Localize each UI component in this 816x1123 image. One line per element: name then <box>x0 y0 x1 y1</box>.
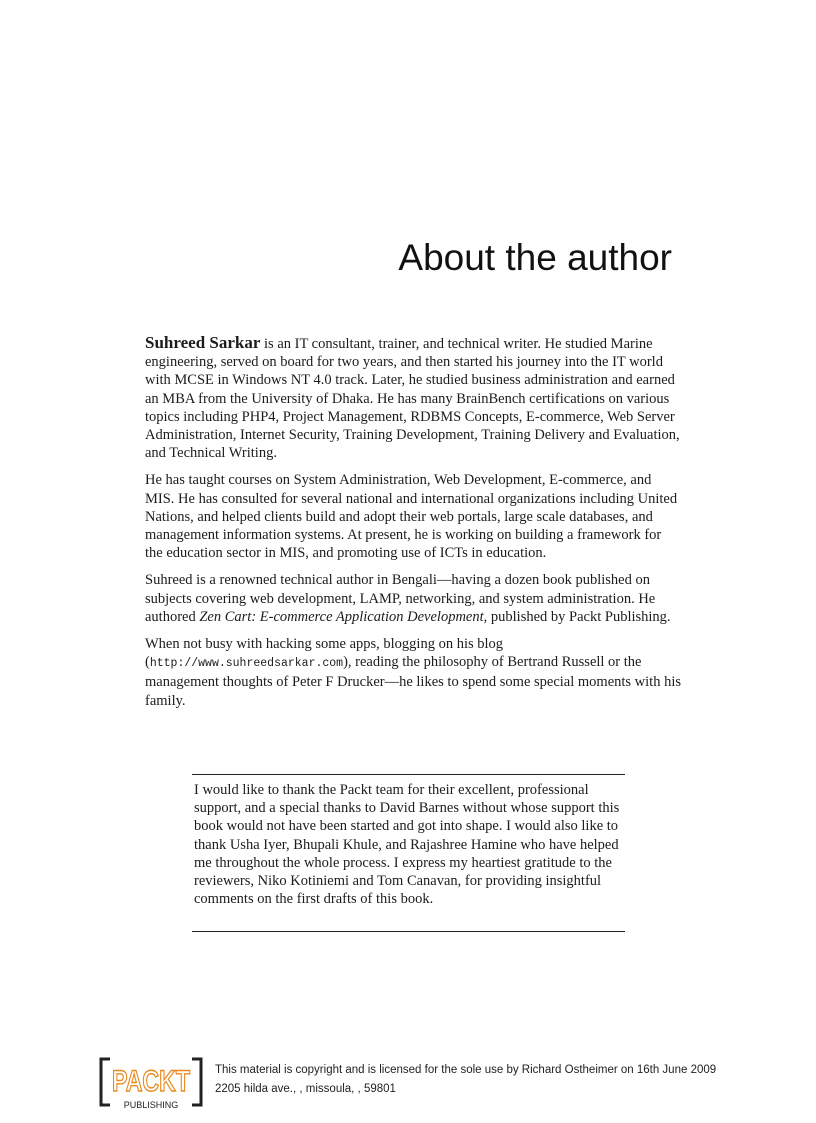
license-line: This material is copyright and is licensed for the sole use by Richard Ostheimer on 16th June 2009 <box>215 1064 717 1076</box>
bio-paragraph-4-text-a: When not busy with hacking some apps, blogging on his blog ( <box>145 636 504 671</box>
bio-paragraph-3-text-b: , published by Packt Publishing. <box>483 608 671 625</box>
logo-word: PACKT <box>112 1065 190 1098</box>
author-name: Suhreed Sarkar <box>145 333 261 352</box>
packt-publishing-logo <box>96 1055 204 1111</box>
address-line: 2205 hilda ave., , missoula, , 59801 <box>215 1083 396 1095</box>
bio-paragraph-3 <box>145 571 681 626</box>
logo-subtitle: PUBLISHING <box>123 1100 179 1110</box>
author-bio <box>145 334 681 719</box>
bio-paragraph-3-text-a: Suhreed is a renowned technical author in Bengali—having a dozen book published on subjects covering web development, LAMP, networking, and system administration. He authored <box>145 572 656 625</box>
blog-url: http://www.suhreedsarkar.com <box>149 657 344 671</box>
acknowledgement-text: I would like to thank the Packt team for their excellent, professional support, and a special thanks to David Barnes without whose support this book would not have been started and got into shape. I would also like to thank Usha Iyer, Bhupali Khule, and Rajashree Hamine who have helped me throughout the whole process. I express my heartiest gratitude to the reviewers, Niko Kotiniemi and Tom Canavan, for providing insightful comments on the first drafts of this book. <box>194 782 620 908</box>
bio-paragraph-1-text: is an IT consultant, trainer, and technical writer. He studied Marine engineering, served on board for two years, and then started his journey into the IT world with MCSE in Windows NT 4.0 track. Later, he studied business administration and earned an MBA from the University of Dhaka. He has many BrainBench certifications on various topics including PHP4, Project Management, RDBMS Concepts, E-commerce, Web Server Administration, Internet Security, Training Development, Training Delivery and Evaluation, and Technical Writing. <box>145 336 680 462</box>
page-title: About the author <box>398 237 672 278</box>
bio-paragraph-1 <box>145 334 681 462</box>
bio-paragraph-4-text-b: ), reading the philosophy of Bertrand Russell or the management thoughts of Peter F Drucker—he likes to spend some special moments with his family. <box>145 654 681 709</box>
acknowledgement-box <box>192 774 625 932</box>
book-title: Zen Cart: E-commerce Application Development <box>199 608 484 625</box>
bio-paragraph-4 <box>145 635 681 710</box>
footer-license <box>215 1061 716 1099</box>
bio-paragraph-2: He has taught courses on System Administration, Web Development, E-commerce, and MIS. He has consulted for several national and international organizations including United Nations, and helped clients build and adopt their web portals, large scale databases, and management information systems. At present, he is working on building a framework for the education sector in MIS, and promoting use of ICTs in education. <box>145 472 678 562</box>
